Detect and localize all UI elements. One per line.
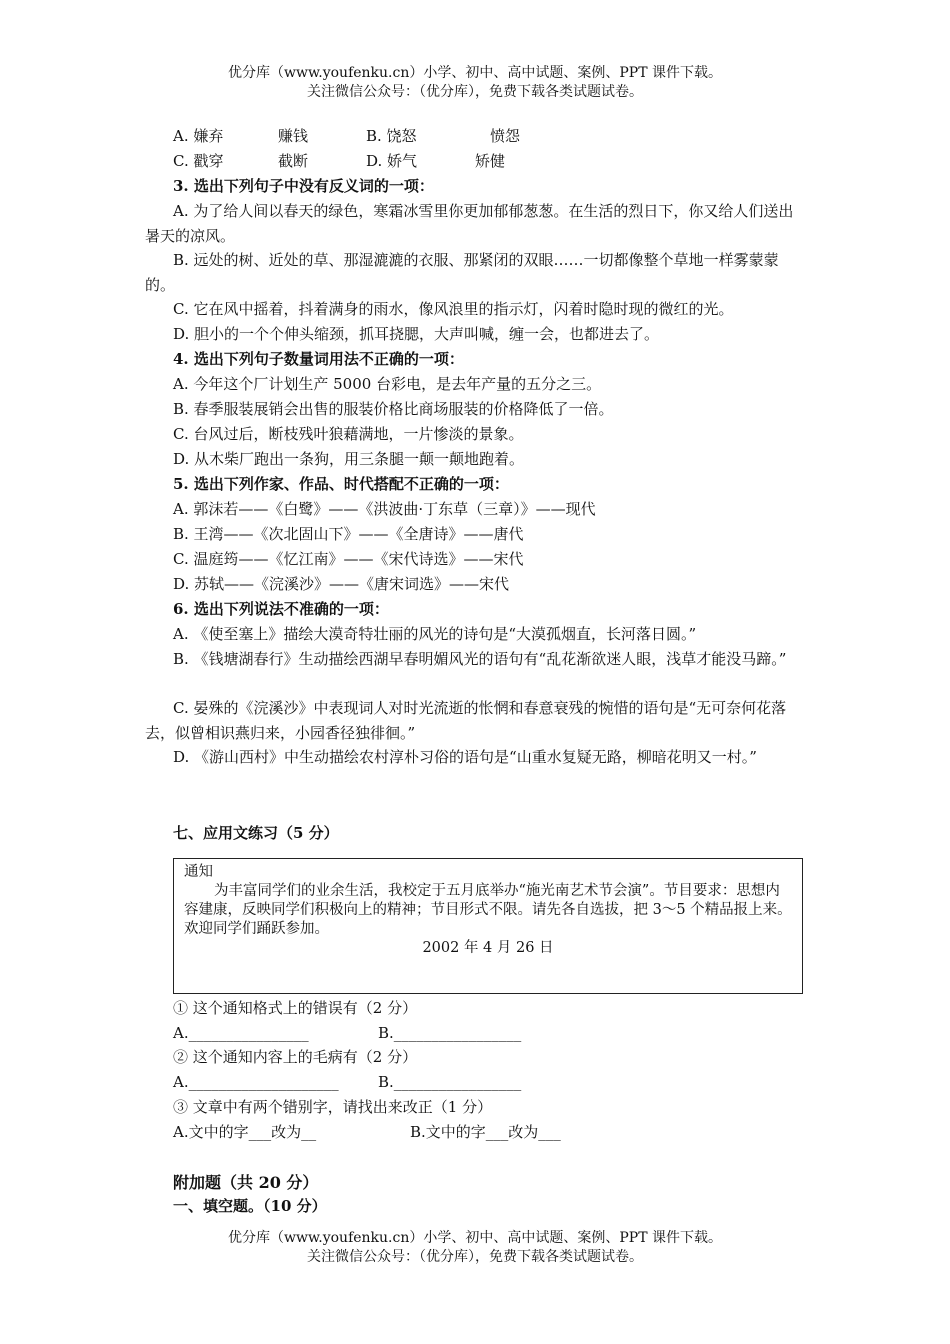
sec7-q2-answer-b[interactable]: B._________________ — [378, 1073, 522, 1091]
page-footer — [0, 1229, 950, 1267]
footer-line-2: 关注微信公众号：（优分库），免费下载各类试题试卷。 — [307, 1249, 643, 1265]
extra-subsection-title: 一、填空题。（10 分） — [173, 1197, 327, 1215]
header-line-1: 优分库（www.youfenku.cn）小学、初中、高中试题、案例、PPT 课件下载。 — [227, 65, 722, 81]
q6-option-a: A. 《使至塞上》描绘大漠奇特壮丽的风光的诗句是“大漠孤烟直，长河落日圆。” — [173, 625, 697, 643]
notice-date: 2002 年 4 月 26 日 — [422, 940, 554, 956]
q2-option-d1: D. 娇气 — [366, 152, 418, 170]
header-line-2: 关注微信公众号：（优分库），免费下载各类试题试卷。 — [307, 84, 643, 100]
q3-title: 3. 选出下列句子中没有反义词的一项： — [173, 177, 434, 195]
q6-option-c: C. 晏殊的《浣溪沙》中表现词人对时光流逝的怅惘和春意衰残的惋惜的语句是“无可奈何花落去，似曾相识燕归来，小园香径独徘徊。” — [145, 699, 787, 742]
q4-option-a: A. 今年这个厂计划生产 5000 台彩电，是去年产量的五分之三。 — [173, 375, 602, 393]
q3-option-a: A. 为了给人间以春天的绿色，寒霜冰雪里你更加郁郁葱葱。在生活的烈日下，你又给人们送出暑天的凉风。 — [145, 202, 794, 245]
sec7-question-2: ② 这个通知内容上的毛病有（2 分） — [173, 1048, 418, 1066]
sec7-question-1: ① 这个通知格式上的错误有（2 分） — [173, 999, 418, 1017]
q6-option-b: B. 《钱塘湖春行》生动描绘西湖早春明媚风光的语句有“乱花渐欲迷人眼，浅草才能没马蹄。” — [173, 650, 787, 668]
sec7-q1-answer-b[interactable]: B._________________ — [378, 1024, 522, 1042]
q5-option-c: C. 温庭筠——《忆江南》——《宋代诗选》——宋代 — [173, 550, 524, 568]
q6-option-d: D. 《游山西村》中生动描绘农村淳朴习俗的语句是“山重水复疑无路，柳暗花明又一村。” — [173, 748, 757, 766]
q4-option-c: C. 台风过后，断枝残叶狼藉满地，一片惨淡的景象。 — [173, 425, 524, 443]
q5-title: 5. 选出下列作家、作品、时代搭配不正确的一项： — [173, 475, 509, 493]
q5-option-d: D. 苏轼——《浣溪沙》——《唐宋词选》——宋代 — [173, 575, 510, 593]
section-7-title: 七、应用文练习（5 分） — [173, 824, 339, 842]
q2-option-b1: B. 饶怒 — [366, 127, 417, 145]
notice-body: 为丰富同学们的业余生活，我校定于五月底举办“施光南艺术节会演”。节目要求：思想内容建康，反映同学们积极向上的精神；节目形式不限。请先各自选拔，把 3～5 个精品报上来。欢迎同学们踊跃参加。 — [184, 883, 792, 937]
sec7-q2-answer-a[interactable]: A.____________________ — [173, 1073, 339, 1091]
page-header — [0, 64, 950, 102]
q2-option-a1: A. 嫌弃 — [173, 127, 224, 145]
notice-title: 通知 — [184, 864, 213, 880]
q5-option-a: A. 郭沫若——《白鹭》——《洪波曲·丁东草（三章）》——现代 — [173, 500, 596, 518]
q6-title: 6. 选出下列说法不准确的一项： — [173, 600, 389, 618]
q5-option-b: B. 王湾——《次北固山下》——《全唐诗》——唐代 — [173, 525, 524, 543]
q3-option-d: D. 胆小的一个个伸头缩颈，抓耳挠腮，大声叫喊，缠一会，也都进去了。 — [173, 325, 660, 343]
q4-option-b: B. 春季服装展销会出售的服装价格比商场服装的价格降低了一倍。 — [173, 400, 614, 418]
sec7-q3-answer-a[interactable]: A.文中的字___改为__ — [173, 1123, 317, 1141]
footer-line-1: 优分库（www.youfenku.cn）小学、初中、高中试题、案例、PPT 课件下载。 — [227, 1230, 722, 1246]
q3-option-b: B. 远处的树、近处的草、那湿漉漉的衣服、那紧闭的双眼……一切都像整个草地一样雾蒙蒙的。 — [145, 251, 779, 294]
q2-option-b2: 愤怨 — [490, 127, 521, 145]
q3-option-c: C. 它在风中摇着，抖着满身的雨水，像风浪里的指示灯，闪着时隐时现的微红的光。 — [173, 300, 734, 318]
q4-option-d: D. 从木柴厂跑出一条狗，用三条腿一颠一颠地跑着。 — [173, 450, 525, 468]
q2-option-d2: 矫健 — [475, 152, 506, 170]
notice-box — [173, 858, 803, 994]
sec7-q3-answer-b[interactable]: B.文中的字___改为___ — [410, 1123, 561, 1141]
q4-title: 4. 选出下列句子数量词用法不正确的一项： — [173, 350, 464, 368]
q2-option-c2: 截断 — [278, 152, 309, 170]
sec7-q1-answer-a[interactable]: A.________________ — [173, 1024, 309, 1042]
q2-option-a2: 赚钱 — [278, 127, 309, 145]
sec7-question-3: ③ 文章中有两个错别字，请找出来改正（1 分） — [173, 1098, 493, 1116]
extra-section-title: 附加题（共 20 分） — [173, 1173, 319, 1192]
q2-option-c1: C. 戳穿 — [173, 152, 224, 170]
